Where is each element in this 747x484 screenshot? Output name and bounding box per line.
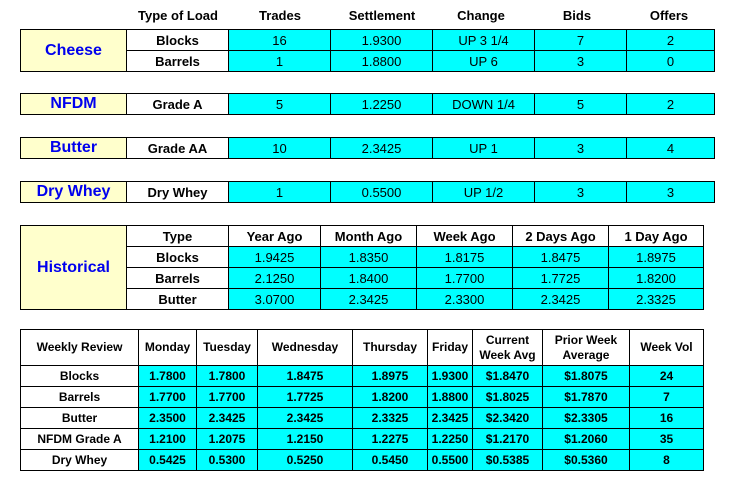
nfdm-offers: 2	[627, 94, 715, 115]
weekly-cell: 1.9300	[428, 366, 473, 387]
butter-table	[20, 137, 715, 159]
header-bids: Bids	[562, 7, 592, 23]
drywhey-offers: 3	[627, 182, 715, 203]
weekly-cell: 0.5500	[428, 450, 473, 471]
historical-cell: 1.8200	[609, 268, 704, 289]
butter-offers: 4	[627, 138, 715, 159]
weekly-cell: 2.3425	[197, 408, 258, 429]
weekly-col-tuesday: Tuesday	[197, 330, 258, 366]
weekly-cell: 1.7800	[139, 366, 197, 387]
weekly-row-label: Dry Whey	[21, 450, 139, 471]
drywhey-trades: 1	[229, 182, 331, 203]
weekly-col-monday: Monday	[139, 330, 197, 366]
weekly-cell: 7	[630, 387, 704, 408]
table-row	[21, 387, 704, 408]
weekly-cell: $1.7870	[543, 387, 630, 408]
cheese-table	[20, 29, 715, 72]
historical-cell: 1.8350	[321, 247, 417, 268]
weekly-cell: 2.3425	[258, 408, 353, 429]
weekly-row-label: Barrels	[21, 387, 139, 408]
cheese-category: Cheese	[21, 30, 127, 72]
cheese-blocks-bids: 7	[535, 30, 627, 51]
cheese-barrels-change: UP 6	[433, 51, 535, 72]
weekly-cell: $1.8025	[473, 387, 543, 408]
weekly-cell: 0.5300	[197, 450, 258, 471]
drywhey-settlement: 0.5500	[331, 182, 433, 203]
weekly-row-label: Butter	[21, 408, 139, 429]
historical-cell: 1.8475	[513, 247, 609, 268]
historical-cell: 3.0700	[229, 289, 321, 310]
weekly-cell: $1.8470	[473, 366, 543, 387]
drywhey-table	[20, 181, 715, 203]
cheese-barrels-settlement: 1.8800	[331, 51, 433, 72]
historical-col-2-days-ago: 2 Days Ago	[513, 226, 609, 247]
weekly-cell: 2.3425	[428, 408, 473, 429]
historical-col-type: Type	[127, 226, 229, 247]
butter-bids: 3	[535, 138, 627, 159]
weekly-cell: 1.2250	[428, 429, 473, 450]
weekly-cell: 0.5425	[139, 450, 197, 471]
weekly-cell: $2.3305	[543, 408, 630, 429]
historical-cell: 1.8975	[609, 247, 704, 268]
cheese-blocks-trades: 16	[229, 30, 331, 51]
butter-settlement: 2.3425	[331, 138, 433, 159]
drywhey-type: Dry Whey	[127, 182, 229, 203]
weekly-cell: $1.8075	[543, 366, 630, 387]
historical-cell: 2.3425	[321, 289, 417, 310]
historical-row-label: Blocks	[127, 247, 229, 268]
weekly-cell: 1.7700	[197, 387, 258, 408]
historical-cell: 2.3325	[609, 289, 704, 310]
historical-row-label: Butter	[127, 289, 229, 310]
weekly-cell: 16	[630, 408, 704, 429]
nfdm-table	[20, 93, 715, 115]
cheese-blocks-offers: 2	[627, 30, 715, 51]
weekly-cell: 1.2150	[258, 429, 353, 450]
weekly-cell: 0.5250	[258, 450, 353, 471]
butter-category: Butter	[21, 138, 127, 159]
historical-row-label: Barrels	[127, 268, 229, 289]
historical-category: Historical	[21, 226, 127, 310]
weekly-cell: 2.3325	[353, 408, 428, 429]
weekly-cell: 1.2100	[139, 429, 197, 450]
weekly-review-table	[20, 329, 704, 471]
header-offers: Offers	[649, 7, 689, 23]
butter-change: UP 1	[433, 138, 535, 159]
weekly-cell: $1.2170	[473, 429, 543, 450]
butter-type: Grade AA	[127, 138, 229, 159]
weekly-cell: 1.7725	[258, 387, 353, 408]
nfdm-category: NFDM	[21, 94, 127, 115]
weekly-row-label: Blocks	[21, 366, 139, 387]
weekly-cell: 0.5450	[353, 450, 428, 471]
historical-cell: 1.9425	[229, 247, 321, 268]
header-settlement: Settlement	[348, 7, 416, 23]
cheese-barrels-offers: 0	[627, 51, 715, 72]
nfdm-type: Grade A	[127, 94, 229, 115]
drywhey-change: UP 1/2	[433, 182, 535, 203]
weekly-cell: 35	[630, 429, 704, 450]
weekly-cell: 1.7800	[197, 366, 258, 387]
weekly-col-wednesday: Wednesday	[258, 330, 353, 366]
table-row	[21, 366, 704, 387]
cheese-barrels-bids: 3	[535, 51, 627, 72]
table-row	[21, 408, 704, 429]
drywhey-bids: 3	[535, 182, 627, 203]
butter-trades: 10	[229, 138, 331, 159]
weekly-cell: 1.8200	[353, 387, 428, 408]
header-type-of-load: Type of Load	[138, 7, 218, 23]
weekly-col-current-week-avg: Current Week Avg	[473, 330, 543, 366]
historical-col-1-day-ago: 1 Day Ago	[609, 226, 704, 247]
historical-cell: 1.7700	[417, 268, 513, 289]
weekly-col-thursday: Thursday	[353, 330, 428, 366]
historical-cell: 1.8400	[321, 268, 417, 289]
header-trades: Trades	[259, 7, 301, 23]
weekly-cell: $2.3420	[473, 408, 543, 429]
weekly-col-review: Weekly Review	[21, 330, 139, 366]
historical-table	[20, 225, 704, 310]
weekly-cell: $1.2060	[543, 429, 630, 450]
weekly-row-label: NFDM Grade A	[21, 429, 139, 450]
nfdm-trades: 5	[229, 94, 331, 115]
nfdm-bids: 5	[535, 94, 627, 115]
table-row	[21, 429, 704, 450]
historical-col-year-ago: Year Ago	[229, 226, 321, 247]
weekly-col-prior-week-average: Prior Week Average	[543, 330, 630, 366]
weekly-cell: 1.8475	[258, 366, 353, 387]
weekly-cell: 2.3500	[139, 408, 197, 429]
weekly-cell: 1.2275	[353, 429, 428, 450]
historical-col-month-ago: Month Ago	[321, 226, 417, 247]
weekly-cell: 24	[630, 366, 704, 387]
nfdm-settlement: 1.2250	[331, 94, 433, 115]
drywhey-category: Dry Whey	[21, 182, 127, 203]
weekly-cell: 1.8800	[428, 387, 473, 408]
weekly-cell: 8	[630, 450, 704, 471]
weekly-col-week-vol: Week Vol	[630, 330, 704, 366]
historical-cell: 2.3300	[417, 289, 513, 310]
cheese-barrels-type: Barrels	[127, 51, 229, 72]
historical-cell: 1.7725	[513, 268, 609, 289]
weekly-cell: $0.5360	[543, 450, 630, 471]
cheese-barrels-trades: 1	[229, 51, 331, 72]
weekly-col-friday: Friday	[428, 330, 473, 366]
historical-col-week-ago: Week Ago	[417, 226, 513, 247]
weekly-cell: 1.7700	[139, 387, 197, 408]
historical-cell: 1.8175	[417, 247, 513, 268]
cheese-blocks-change: UP 3 1/4	[433, 30, 535, 51]
column-header-row	[20, 4, 713, 26]
weekly-cell: 1.8975	[353, 366, 428, 387]
header-change: Change	[457, 7, 505, 23]
table-row	[21, 450, 704, 471]
weekly-cell: $0.5385	[473, 450, 543, 471]
cheese-blocks-type: Blocks	[127, 30, 229, 51]
cheese-blocks-settlement: 1.9300	[331, 30, 433, 51]
historical-cell: 2.3425	[513, 289, 609, 310]
nfdm-change: DOWN 1/4	[433, 94, 535, 115]
historical-cell: 2.1250	[229, 268, 321, 289]
weekly-cell: 1.2075	[197, 429, 258, 450]
